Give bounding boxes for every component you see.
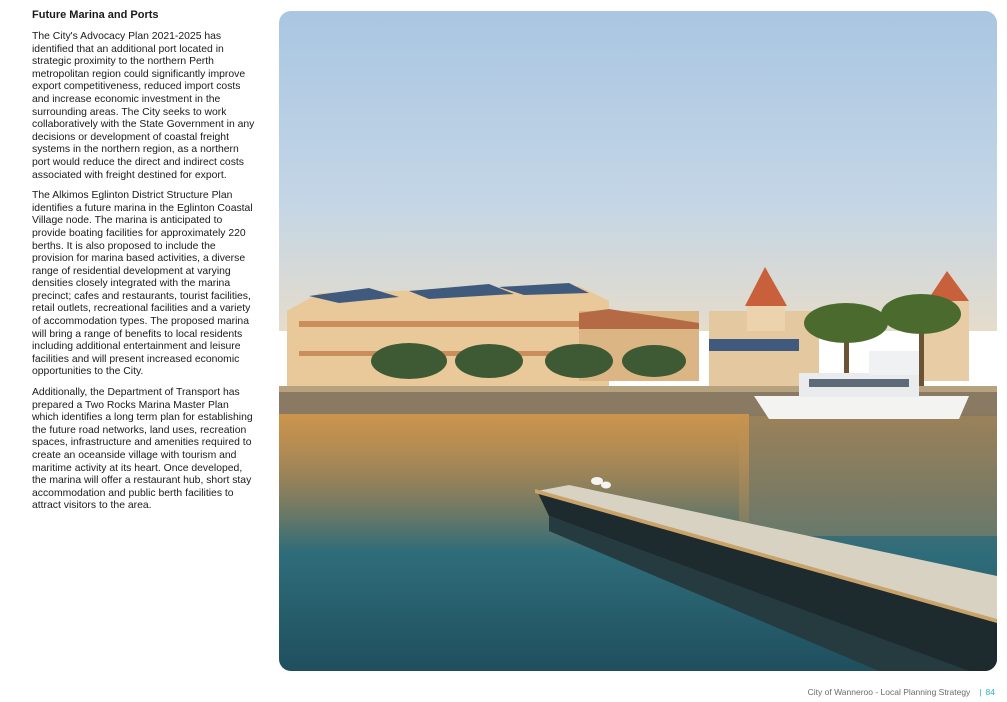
page-footer [808,687,995,697]
text-column [32,9,256,521]
marina-photo [279,11,997,671]
paragraph-two-rocks-marina: Additionally, the Department of Transport has prepared a Two Rocks Marina Master Plan which identifies a long term plan for establishing the future road networks, land uses, recreation spaces, infrastructure and amenities required to create an oceanside village with tourism and maritime activity at its heart. Once developed, the marina will offer a restaurant hub, short stay accommodation and public berth facilities to attract visitors to the area. [32,387,253,512]
section-heading: Future Marina and Ports [32,9,159,21]
paragraph-alkimos-eglinton: The Alkimos Eglinton District Structure Plan identifies a future marina in the Eglinton Coastal Village node. The marina is anticipated to provide boating facilities for approximately 220 berths. It is also proposed to include the provision for marina based activities, a diverse range of residential development at varying densities closely integrated with the marina precinct; cafes and restaurants, tourist facilities, retail outlets, recreational facilities and a variety of accommodation types. The proposed marina will bring a range of benefits to local residents including additional entertainment and leisure facilities and will present increased economic opportunities to the City. [32,190,253,378]
sky [279,11,997,331]
page-number: 84 [985,687,995,697]
paragraph-advocacy-plan: The City's Advocacy Plan 2021-2025 has identified that an additional port located in strategic proximity to the northern Perth metropolitan region could significantly improve export competitiveness, reduced import costs and increase economic investment in the surrounding areas. The City seeks to work collaboratively with the State Government in any decisions or development of coastal freight systems in the northern region, as a northern port would reduce the direct and indirect costs associated with freight destined for export. [32,31,255,181]
footer-separator: | [979,687,982,697]
document-title: City of Wanneroo - Local Planning Strategy [807,687,971,697]
